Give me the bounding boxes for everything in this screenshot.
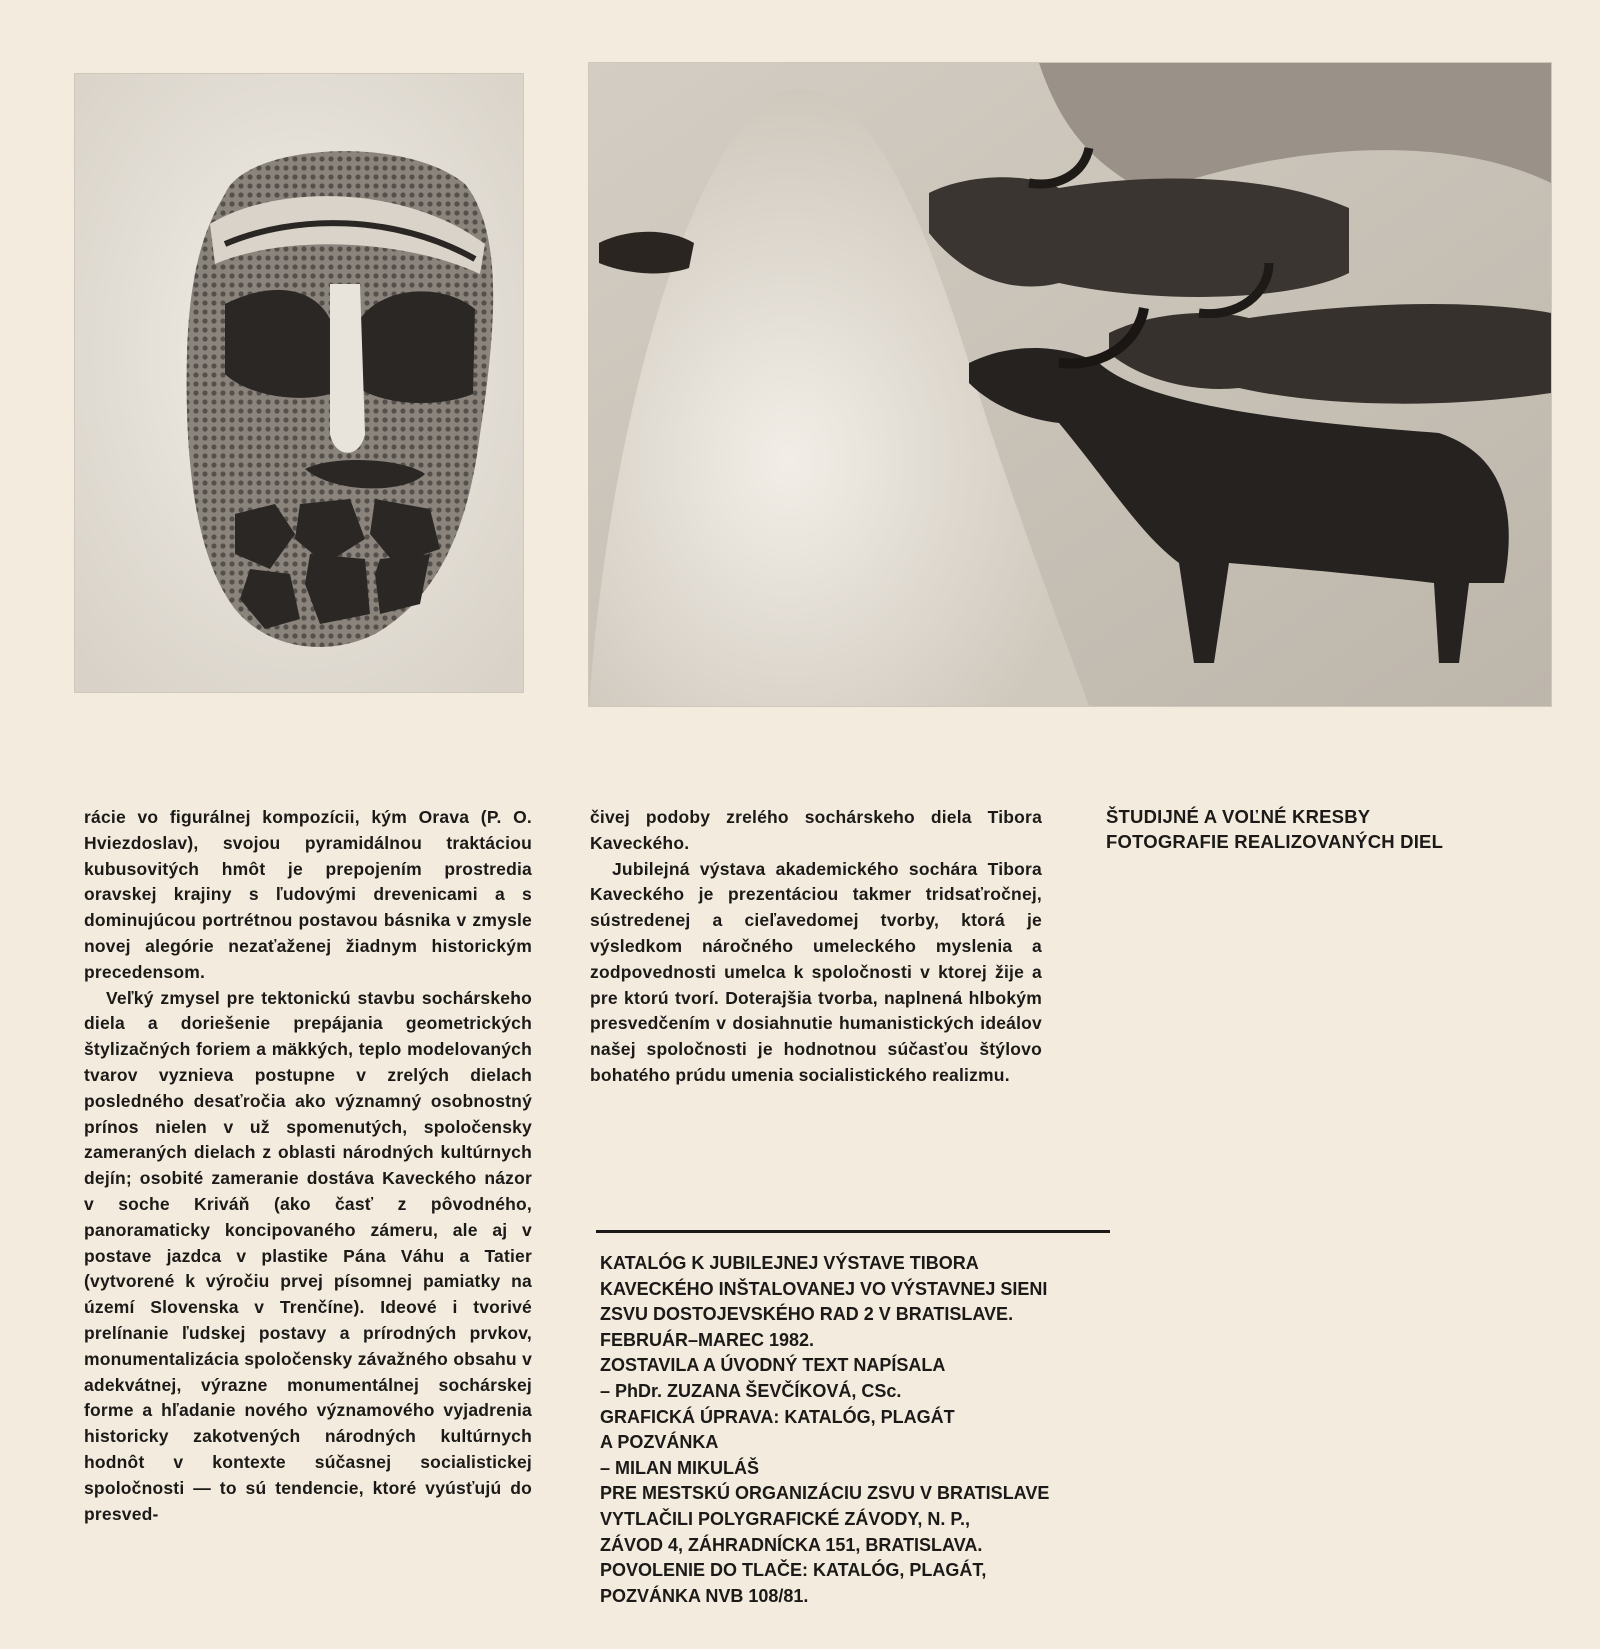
column1-paragraph-1: rácie vo figurálnej kompozícii, kým Orava (P. O. Hviezdoslav), svojou pyramidálnou traktáciou kubusovitých hmôt je prepojením prostredia oravskej krajiny s ľudovými drevenicami a s dominujúcou portrétnou postavou básnika v zmysle novej alegórie nezaťaženej žiadnym historickým precedensom. bbox=[84, 807, 532, 982]
colophon-line: – PhDr. ZUZANA ŠEVČÍKOVÁ, CSc. bbox=[600, 1380, 902, 1401]
colophon-line: FEBRUÁR–MAREC 1982. bbox=[600, 1329, 815, 1350]
colophon-line: ZSVU DOSTOJEVSKÉHO RAD 2 V BRATISLAVE. bbox=[600, 1304, 1014, 1325]
column1-paragraph-2: Veľký zmysel pre tektonickú stavbu sochárskeho diela a doriešenie prepájania geometrických štylizačných foriem a mäkkých, teplo modelovaných tvarov vyznieva postupne v zrelých dielach posledného desaťročia ako významný osobnostný prínos nielen v už spomenutých, spoločensky zameraných dielach z oblasti národných kultúrnych dejín; osobité zameranie dostáva Kaveckého názor v soche Kriváň (ako časť z pôvodného, panoramaticky koncipovaného zámeru, ale aj v postave jazdca v plastike Pána Váhu a Tatier (vytvorené k výročiu prvej písomnej pamiatky na území Slovenska v Trenčíne). Ideové i tvorivé prelínanie ľudskej postavy a prírodných prvkov, monumentalizácia spoločensky závažného obsahu v adekvátnej, výrazne monumentálnej sochárskej forme a hľadanie nového významového vyjadrenia historicky zakotvených národných kultúrnych hodnôt v kontexte súčasnej socialistickej spoločnosti — to sú tendencie, ktoré vyúsťujú do presved- bbox=[84, 987, 532, 1524]
bulls-relief-photo bbox=[588, 62, 1552, 707]
colophon-line: ZÁVOD 4, ZÁHRADNÍCKA 151, BRATISLAVA. bbox=[600, 1534, 983, 1555]
colophon-line: KAVECKÉHO INŠTALOVANEJ VO VÝSTAVNEJ SIENI bbox=[600, 1278, 1048, 1299]
colophon bbox=[600, 1251, 1160, 1609]
column2-paragraph-1: čivej podoby zrelého sochárskeho diela Tibora Kaveckého. bbox=[590, 807, 1042, 853]
section-heading bbox=[1106, 804, 1546, 854]
colophon-line: GRAFICKÁ ÚPRAVA: KATALÓG, PLAGÁT bbox=[600, 1406, 955, 1427]
colophon-line: VYTLAČILI POLYGRAFICKÉ ZÁVODY, N. P., bbox=[600, 1508, 971, 1529]
text-column-1 bbox=[84, 805, 532, 1527]
colophon-line: PRE MESTSKÚ ORGANIZÁCIU ZSVU V BRATISLAVE bbox=[600, 1483, 1050, 1504]
colophon-line: – MILAN MIKULÁŠ bbox=[600, 1457, 759, 1478]
sculpture-head-photo bbox=[74, 73, 524, 693]
bulls-relief-graphic bbox=[589, 63, 1551, 706]
text-column-2 bbox=[590, 805, 1042, 1089]
colophon-line: KATALÓG K JUBILEJNEJ VÝSTAVE TIBORA bbox=[600, 1253, 979, 1273]
sculpture-head-graphic bbox=[75, 74, 523, 692]
heading-line-1: ŠTUDIJNÉ A VOĽNÉ KRESBY bbox=[1106, 806, 1371, 827]
colophon-line: POVOLENIE DO TLAČE: KATALÓG, PLAGÁT, bbox=[600, 1560, 987, 1581]
column2-paragraph-2: Jubilejná výstava akademického sochára Tibora Kaveckého je prezentáciou takmer tridsaťročnej, sústredenej a cieľavedomej tvorby, ktorá je výsledkom náročného umeleckého myslenia a zodpovednosti umelca k spoločnosti v ktorej žije a pre ktorú tvorí. Doterajšia tvorba, naplnená hlbokým presvedčením v dosiahnutie humanistických ideálov našej spoločnosti je hodnotnou súčasťou štýlovo bohatého prúdu umenia socialistického realizmu. bbox=[590, 858, 1042, 1085]
colophon-line: POZVÁNKA NVB 108/81. bbox=[600, 1585, 809, 1606]
heading-line-2: FOTOGRAFIE REALIZOVANÝCH DIEL bbox=[1106, 831, 1444, 852]
colophon-line: ZOSTAVILA A ÚVODNÝ TEXT NAPÍSALA bbox=[600, 1355, 946, 1376]
colophon-line: A POZVÁNKA bbox=[600, 1432, 719, 1453]
divider-rule bbox=[596, 1230, 1110, 1233]
